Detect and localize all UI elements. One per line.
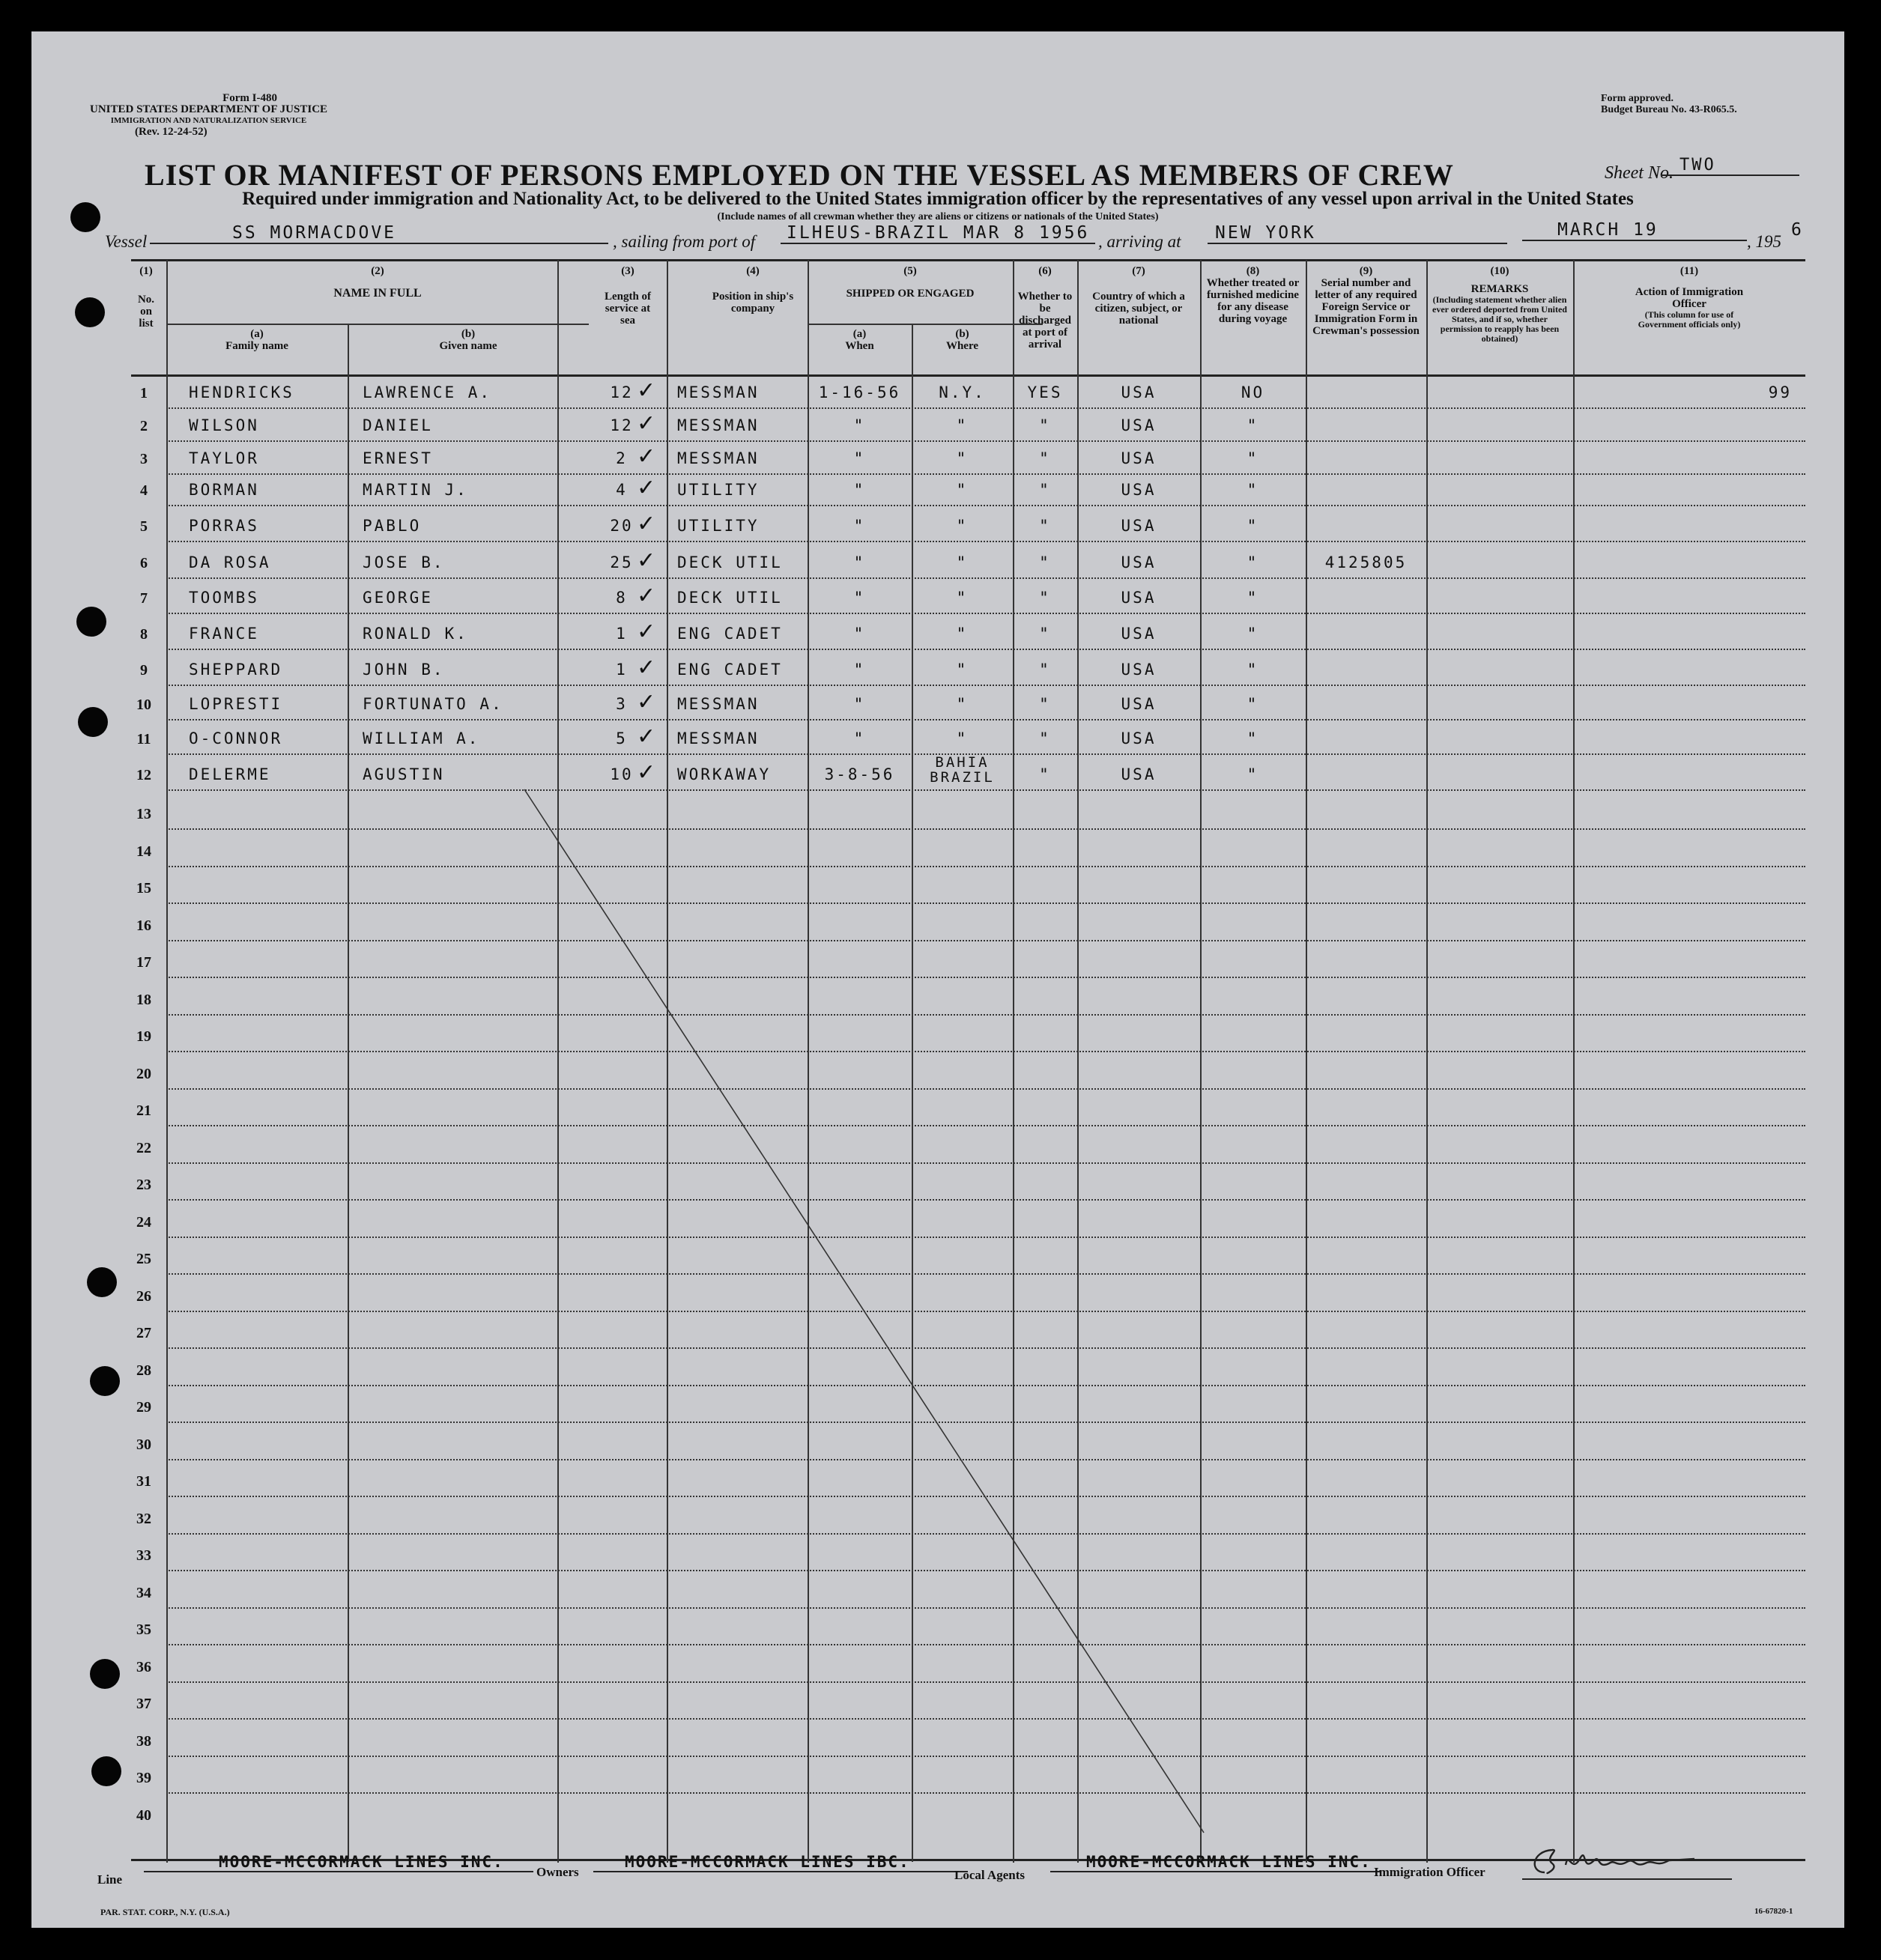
cell-discharged: " (1039, 481, 1051, 499)
cell-where: N.Y. (939, 383, 986, 401)
cell-service: 20 (610, 517, 634, 535)
sheet-number: TWO (1661, 156, 1799, 176)
checkmark-icon: ✓ (637, 723, 656, 750)
checkmark-icon: ✓ (637, 377, 656, 404)
cell-when: " (853, 481, 866, 499)
cell-given: JOSE B. (363, 553, 445, 571)
cell-treated: " (1247, 625, 1259, 643)
row-number: 37 (136, 1696, 151, 1712)
col-number: (1) (139, 265, 153, 277)
cell-service: 3 (616, 695, 628, 713)
approval-text: Form approved. (1601, 93, 1673, 104)
row-number: 39 (136, 1770, 151, 1786)
vessel-label: Vessel (105, 232, 148, 251)
col-title: Where (945, 340, 979, 352)
line-value: MOORE-MCCORMACK LINES INC. (144, 1853, 533, 1872)
col-title: No. on list (137, 294, 155, 330)
row-number: 29 (136, 1399, 151, 1416)
strike-through-line (31, 31, 1844, 1928)
cell-where: " (956, 553, 969, 571)
year-label: , 195 (1747, 232, 1781, 251)
row-number: 17 (136, 954, 151, 971)
checkmark-icon: ✓ (637, 759, 656, 786)
cell-position: UTILITY (677, 517, 760, 535)
cell-country: USA (1121, 517, 1157, 535)
row-number: 25 (136, 1251, 151, 1267)
cell-given: JOHN B. (363, 661, 445, 679)
cell-discharged: " (1039, 416, 1051, 434)
department-name: UNITED STATES DEPARTMENT OF JUSTICE (90, 103, 328, 115)
cell-given: DANIEL (363, 416, 433, 434)
immigration-officer-signature (1522, 1842, 1732, 1880)
row-number: 38 (136, 1732, 151, 1750)
manifest-page (31, 31, 1844, 1928)
cell-where: " (956, 589, 969, 607)
include-statement: (Include names of all crewman whether they are aliens or citizens or nationals of the United States) (717, 211, 1159, 222)
col-number: (10) (1490, 265, 1509, 277)
col-number: (a) (852, 328, 867, 340)
checkmark-icon: ✓ (637, 443, 656, 470)
row-number: 20 (136, 1065, 151, 1082)
cell-given: AGUSTIN (363, 765, 445, 783)
cell-family: O-CONNOR (189, 729, 283, 747)
col-number: (6) (1038, 265, 1052, 277)
cell-country: USA (1121, 695, 1157, 713)
row-number: 3 (140, 451, 148, 467)
cell-discharged: " (1039, 661, 1051, 679)
row-number: 34 (136, 1584, 151, 1601)
cell-discharged: " (1039, 449, 1051, 467)
cell-service: 4 (616, 481, 628, 499)
cell-position: WORKAWAY (677, 765, 772, 783)
cell-family: BORMAN (189, 481, 259, 499)
sailing-label: , sailing from port of (613, 232, 756, 251)
required-statement: Required under immigration and Nationality Act, to be delivered to the United States immigration officer by the representatives of any vessel upon arrival in the United States (242, 189, 1634, 209)
owners-label: Owners (536, 1865, 579, 1879)
cell-country: USA (1121, 553, 1157, 571)
row-number: 28 (136, 1362, 151, 1379)
col-title: REMARKS (1470, 283, 1529, 295)
cell-position: ENG CADET (677, 661, 783, 679)
cell-service: 10 (610, 765, 634, 783)
line-label: Line (97, 1872, 123, 1887)
cell-when: " (853, 449, 866, 467)
cell-country: USA (1121, 729, 1157, 747)
checkmark-icon: ✓ (637, 655, 656, 681)
row-number: 14 (136, 843, 151, 860)
cell-country: USA (1121, 625, 1157, 643)
service-name: IMMIGRATION AND NATURALIZATION SERVICE (110, 116, 307, 125)
cell-given: LAWRENCE A. (363, 383, 492, 401)
cell-when: 1-16-56 (818, 383, 901, 401)
row-number: 32 (136, 1510, 151, 1527)
cell-family: LOPRESTI (189, 695, 283, 713)
row-number: 15 (136, 880, 151, 896)
cell-when: 3-8-56 (824, 765, 895, 783)
cell-family: HENDRICKS (189, 383, 294, 401)
cell-where: " (956, 695, 969, 713)
form-code: 16-67820-1 (1754, 1907, 1793, 1916)
cell-service: 2 (616, 449, 628, 467)
col-title: Family name (225, 340, 288, 352)
cell-where: " (956, 449, 969, 467)
cell-family: DELERME (189, 765, 271, 783)
col-number: (8) (1246, 265, 1260, 277)
local-agents-label: Local Agents (954, 1868, 1025, 1882)
cell-country: USA (1121, 383, 1157, 401)
col-note: (This column for use of Government officials only) (1638, 309, 1741, 330)
cell-where: " (956, 661, 969, 679)
cell-discharged: " (1039, 765, 1051, 783)
col-number: (3) (621, 265, 634, 277)
col-title: Position in ship's company (712, 291, 794, 315)
row-number: 7 (140, 590, 148, 607)
cell-service: 12 (610, 416, 634, 434)
row-number: 33 (136, 1547, 151, 1564)
col-number: (b) (461, 328, 476, 340)
row-number: 27 (136, 1325, 151, 1341)
cell-when: " (853, 625, 866, 643)
cell-when: " (853, 517, 866, 535)
col-title: Serial number and letter of any required Foreign Service or Immigration Form in Crewman's possession (1312, 277, 1420, 337)
checkmark-icon: ✓ (637, 547, 656, 574)
col-number: (2) (371, 265, 384, 277)
row-number: 4 (140, 482, 148, 499)
checkmark-icon: ✓ (637, 583, 656, 609)
budget-number: Budget Bureau No. 43-R065.5. (1601, 104, 1737, 115)
form-number: Form I-480 (222, 92, 277, 104)
row-number: 23 (136, 1177, 151, 1193)
row-number: 6 (140, 555, 148, 571)
row-number: 18 (136, 991, 151, 1008)
cell-when: " (853, 695, 866, 713)
cell-service: 1 (616, 625, 628, 643)
cell-treated: " (1247, 695, 1259, 713)
checkmark-icon: ✓ (637, 511, 656, 537)
cell-service: 5 (616, 729, 628, 747)
cell-family: PORRAS (189, 517, 259, 535)
checkmark-icon: ✓ (637, 689, 656, 715)
cell-position: MESSMAN (677, 729, 760, 747)
row-number: 40 (136, 1806, 151, 1824)
cell-action: 99 (1768, 383, 1792, 401)
row-number: 9 (140, 662, 148, 679)
cell-discharged: " (1039, 553, 1051, 571)
checkmark-icon: ✓ (637, 475, 656, 501)
cell-country: USA (1121, 416, 1157, 434)
row-number: 30 (136, 1436, 151, 1453)
printer-imprint: PAR. STAT. CORP., N.Y. (U.S.A.) (100, 1907, 230, 1917)
cell-position: DECK UTIL (677, 589, 783, 607)
cell-given: ERNEST (363, 449, 433, 467)
col-title: Country of which a citizen, subject, or national (1092, 291, 1185, 327)
cell-given: PABLO (363, 517, 422, 535)
cell-discharged: " (1039, 729, 1051, 747)
cell-treated: " (1247, 449, 1259, 467)
cell-when: " (853, 589, 866, 607)
col-number: (4) (746, 265, 760, 277)
cell-position: MESSMAN (677, 695, 760, 713)
cell-where: BAHIA BRAZIL (930, 754, 995, 786)
cell-service: 25 (610, 553, 634, 571)
cell-where: " (956, 517, 969, 535)
row-number: 10 (136, 697, 151, 713)
cell-treated: " (1247, 553, 1259, 571)
cell-family: DA ROSA (189, 553, 271, 571)
row-number: 8 (140, 626, 148, 643)
cell-given: GEORGE (363, 589, 433, 607)
cell-discharged: " (1039, 625, 1051, 643)
cell-when: " (853, 553, 866, 571)
cell-treated: NO (1241, 383, 1265, 401)
col-title: Given name (439, 340, 497, 352)
cell-serial: 4125805 (1324, 553, 1408, 571)
cell-given: FORTUNATO A. (363, 695, 503, 713)
cell-position: MESSMAN (677, 449, 760, 467)
cell-family: FRANCE (189, 625, 259, 643)
cell-treated: " (1247, 517, 1259, 535)
cell-where: " (956, 625, 969, 643)
cell-treated: " (1247, 481, 1259, 499)
cell-position: MESSMAN (677, 383, 760, 401)
cell-treated: " (1247, 661, 1259, 679)
row-number: 1 (140, 385, 148, 401)
cell-given: RONALD K. (363, 625, 468, 643)
col-number: (5) (903, 265, 917, 277)
form-revision: (Rev. 12-24-52) (135, 126, 208, 138)
cell-service: 1 (616, 661, 628, 679)
year-digit: 6 (1791, 220, 1804, 240)
cell-when: " (853, 416, 866, 434)
row-number: 16 (136, 917, 151, 934)
arriving-port: NEW YORK (1208, 223, 1507, 244)
arriving-label: , arriving at (1098, 232, 1181, 251)
col-title: Action of Immigration Officer (1635, 286, 1744, 310)
col-number: (7) (1132, 265, 1145, 277)
title-text: LIST OR MANIFEST OF PERSONS EMPLOYED ON THE VESSEL AS MEMBERS OF CREW (145, 158, 1454, 192)
col-number: (11) (1679, 265, 1699, 277)
col-title: When (845, 340, 874, 352)
cell-discharged: YES (1027, 383, 1063, 401)
cell-service: 12 (610, 383, 634, 401)
cell-treated: " (1247, 765, 1259, 783)
arrival-date: MARCH 19 (1522, 220, 1747, 241)
cell-where: " (956, 729, 969, 747)
cell-when: " (853, 661, 866, 679)
cell-when: " (853, 729, 866, 747)
cell-family: WILSON (189, 416, 259, 434)
cell-where: " (956, 416, 969, 434)
cell-country: USA (1121, 661, 1157, 679)
cell-family: SHEPPARD (189, 661, 283, 679)
row-number: 36 (136, 1658, 151, 1675)
col-number: (a) (250, 328, 264, 340)
row-number: 21 (136, 1102, 151, 1119)
col-number: (b) (955, 328, 969, 340)
row-number: 24 (136, 1213, 151, 1231)
cell-country: USA (1121, 449, 1157, 467)
col-title: Whether to be discharged at port of arrival (1017, 291, 1073, 351)
cell-treated: " (1247, 729, 1259, 747)
immigration-officer-label: Immigration Officer (1374, 1865, 1485, 1879)
local-agents-value: MOORE-MCCORMACK LINES INC. (1050, 1853, 1380, 1872)
row-number: 26 (136, 1287, 151, 1305)
row-number: 35 (136, 1621, 151, 1638)
row-number: 31 (136, 1473, 151, 1490)
signature-mark (1522, 1842, 1732, 1880)
col-title: SHIPPED OR ENGAGED (846, 288, 975, 300)
row-number: 2 (140, 418, 148, 434)
cell-family: TAYLOR (189, 449, 259, 467)
checkmark-icon: ✓ (637, 619, 656, 645)
col-title: NAME IN FULL (333, 287, 422, 300)
sailing-from-port: ILHEUS-BRAZIL MAR 8 1956 (781, 223, 1095, 244)
cell-country: USA (1121, 765, 1157, 783)
cell-country: USA (1121, 481, 1157, 499)
row-number: 19 (136, 1028, 151, 1045)
col-note: (Including statement whether alien ever ordered deported from United States, and if so, whether permission to reapply has been obtained) (1432, 294, 1567, 344)
cell-treated: " (1247, 589, 1259, 607)
cell-family: TOOMBS (189, 589, 259, 607)
cell-where: " (956, 481, 969, 499)
cell-position: DECK UTIL (677, 553, 783, 571)
cell-position: UTILITY (677, 481, 760, 499)
col-number: (9) (1359, 265, 1373, 277)
cell-position: ENG CADET (677, 625, 783, 643)
cell-discharged: " (1039, 517, 1051, 535)
col-title: Whether treated or furnished medicine for any disease during voyage (1206, 277, 1300, 325)
cell-position: MESSMAN (677, 416, 760, 434)
cell-discharged: " (1039, 589, 1051, 607)
owners-value: MOORE-MCCORMACK LINES IBC. (593, 1853, 968, 1872)
checkmark-icon: ✓ (637, 410, 656, 437)
row-number: 5 (140, 518, 148, 535)
row-number: 12 (136, 767, 151, 783)
row-number: 13 (136, 806, 151, 822)
cell-service: 8 (616, 589, 628, 607)
row-number: 22 (136, 1139, 151, 1156)
sheet-label: Sheet No. (1605, 163, 1673, 183)
vessel-name: SS MORMACDOVE (150, 223, 608, 244)
cell-given: WILLIAM A. (363, 729, 480, 747)
col-title: Length of service at sea (604, 291, 652, 327)
cell-given: MARTIN J. (363, 481, 468, 499)
cell-country: USA (1121, 589, 1157, 607)
cell-discharged: " (1039, 695, 1051, 713)
cell-treated: " (1247, 416, 1259, 434)
row-number: 11 (136, 731, 151, 747)
